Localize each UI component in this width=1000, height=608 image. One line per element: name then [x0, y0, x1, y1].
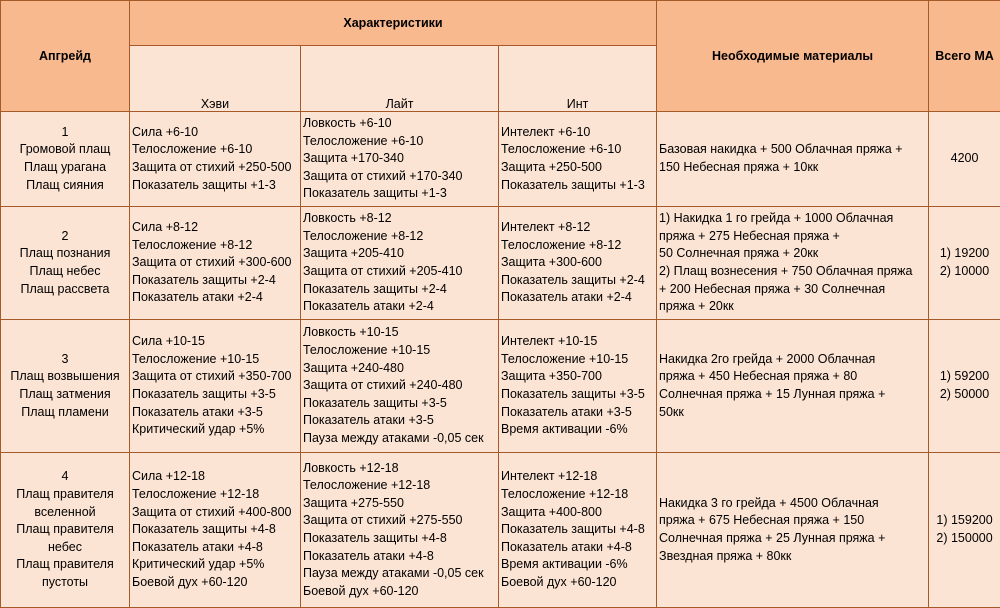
stat-line: Телосложение +6-10: [303, 133, 496, 151]
material-line: + 200 Небесная пряжа + 30 Солнечная: [659, 281, 926, 299]
heavy-stats-cell: [130, 207, 301, 320]
material-line: 1) Накидка 1 го грейда + 1000 Облачная: [659, 210, 926, 228]
light-stats-cell: [301, 320, 499, 453]
item-name: Плащ возвышения: [3, 368, 127, 386]
material-line: 50кк: [659, 404, 926, 422]
stat-line: Защита +170-340: [303, 150, 496, 168]
stat-line: Время активации -6%: [501, 556, 654, 574]
stat-line: Показатель защиты +1-3: [303, 185, 496, 203]
stat-line: Защита от стихий +240-480: [303, 377, 496, 395]
materials-cell: [657, 207, 929, 320]
materials-cell: [657, 320, 929, 453]
header-upgrade: Апгрейд: [1, 1, 130, 112]
item-name: Плащ правителя: [3, 486, 127, 504]
stat-line: Показатель атаки +4-8: [132, 539, 298, 557]
stat-line: Ловкость +10-15: [303, 324, 496, 342]
item-name: вселенной: [3, 504, 127, 522]
material-line: пряжа + 20кк: [659, 298, 926, 316]
stat-line: Сила +8-12: [132, 219, 298, 237]
stat-line: Защита +275-550: [303, 495, 496, 513]
total-value: 2) 150000: [931, 530, 998, 548]
material-line: 2) Плащ вознесения + 750 Облачная пряжа: [659, 263, 926, 281]
stat-line: Показатель атаки +2-4: [303, 298, 496, 316]
int-stats-cell: [499, 112, 657, 207]
item-name: пустоты: [3, 574, 127, 592]
upgrade-cell: [1, 112, 130, 207]
stat-line: Показатель атаки +4-8: [501, 539, 654, 557]
stat-line: Защита от стихий +350-700: [132, 368, 298, 386]
stat-line: Показатель защиты +3-5: [303, 395, 496, 413]
stat-line: Телосложение +6-10: [501, 141, 654, 159]
stat-line: Боевой дух +60-120: [132, 574, 298, 592]
heavy-stats-cell: [130, 453, 301, 608]
stat-line: Телосложение +10-15: [501, 351, 654, 369]
upgrade-number: 2: [3, 228, 127, 246]
stat-line: Интелект +6-10: [501, 124, 654, 142]
material-line: пряжа + 450 Небесная пряжа + 80: [659, 368, 926, 386]
stat-line: Телосложение +12-18: [132, 486, 298, 504]
stat-line: Защита от стихий +275-550: [303, 512, 496, 530]
total-value: 1) 59200: [931, 368, 998, 386]
item-name: Плащ небес: [3, 263, 127, 281]
stat-line: Телосложение +6-10: [132, 141, 298, 159]
item-name: Плащ урагана: [3, 159, 127, 177]
stat-line: Сила +12-18: [132, 468, 298, 486]
material-line: Накидка 3 го грейда + 4500 Облачная: [659, 495, 926, 513]
stat-line: Защита от стихий +300-600: [132, 254, 298, 272]
item-name: Плащ правителя: [3, 556, 127, 574]
material-line: 50 Солнечная пряжа + 20кк: [659, 245, 926, 263]
upgrade-cell: [1, 453, 130, 608]
upgrade-number: 4: [3, 468, 127, 486]
stat-line: Защита +350-700: [501, 368, 654, 386]
light-stats-cell: [301, 453, 499, 608]
heavy-stats-cell: [130, 112, 301, 207]
header-stats: Характеристики: [130, 1, 657, 46]
table-row: [1, 112, 1000, 207]
stat-line: Показатель атаки +3-5: [132, 404, 298, 422]
stat-line: Показатель атаки +2-4: [501, 289, 654, 307]
stat-line: Показатель атаки +2-4: [132, 289, 298, 307]
item-name: Плащ рассвета: [3, 281, 127, 299]
stat-line: Показатель защиты +4-8: [132, 521, 298, 539]
stat-line: Защита +240-480: [303, 360, 496, 378]
stat-line: Телосложение +10-15: [132, 351, 298, 369]
total-value: 1) 19200: [931, 245, 998, 263]
stat-line: Пауза между атаками -0,05 сек: [303, 430, 496, 448]
header-light: Лайт: [301, 46, 499, 112]
upgrade-cell: [1, 320, 130, 453]
stat-line: Показатель атаки +3-5: [501, 404, 654, 422]
item-name: Плащ познания: [3, 245, 127, 263]
material-line: пряжа + 675 Небесная пряжа + 150: [659, 512, 926, 530]
stat-line: Интелект +12-18: [501, 468, 654, 486]
stat-line: Телосложение +8-12: [132, 237, 298, 255]
stat-line: Сила +10-15: [132, 333, 298, 351]
table-row: [1, 320, 1000, 453]
total-value: 2) 10000: [931, 263, 998, 281]
material-line: 150 Небесная пряжа + 10кк: [659, 159, 926, 177]
header-total: Всего МА: [929, 1, 1000, 112]
table-row: [1, 453, 1000, 608]
item-name: Плащ правителя: [3, 521, 127, 539]
total-value: 2) 50000: [931, 386, 998, 404]
stat-line: Показатель защиты +3-5: [132, 386, 298, 404]
stat-line: Показатель защиты +4-8: [303, 530, 496, 548]
total-cell: [929, 453, 1000, 608]
stat-line: Телосложение +12-18: [501, 486, 654, 504]
stat-line: Показатель защиты +2-4: [303, 281, 496, 299]
stat-line: Показатель защиты +4-8: [501, 521, 654, 539]
int-stats-cell: [499, 320, 657, 453]
stat-line: Время активации -6%: [501, 421, 654, 439]
stat-line: Боевой дух +60-120: [303, 583, 496, 601]
stat-line: Показатель защиты +2-4: [501, 272, 654, 290]
item-name: Плащ пламени: [3, 404, 127, 422]
stat-line: Защита +300-600: [501, 254, 654, 272]
material-line: Солнечная пряжа + 25 Лунная пряжа +: [659, 530, 926, 548]
stat-line: Ловкость +6-10: [303, 115, 496, 133]
stat-line: Пауза между атаками -0,05 сек: [303, 565, 496, 583]
stat-line: Интелект +10-15: [501, 333, 654, 351]
total-cell: [929, 207, 1000, 320]
header-int: Инт: [499, 46, 657, 112]
stat-line: Боевой дух +60-120: [501, 574, 654, 592]
material-line: пряжа + 275 Небесная пряжа +: [659, 228, 926, 246]
heavy-stats-cell: [130, 320, 301, 453]
table-row: [1, 207, 1000, 320]
stat-line: Показатель защиты +1-3: [501, 177, 654, 195]
header-heavy: Хэви: [130, 46, 301, 112]
stat-line: Защита +250-500: [501, 159, 654, 177]
stat-line: Защита от стихий +205-410: [303, 263, 496, 281]
upgrade-cell: [1, 207, 130, 320]
material-line: Базовая накидка + 500 Облачная пряжа +: [659, 141, 926, 159]
total-value: 1) 159200: [931, 512, 998, 530]
upgrade-number: 1: [3, 124, 127, 142]
stat-line: Защита от стихий +170-340: [303, 168, 496, 186]
materials-cell: [657, 112, 929, 207]
item-name: Плащ сияния: [3, 177, 127, 195]
stat-line: Защита +400-800: [501, 504, 654, 522]
stat-line: Ловкость +8-12: [303, 210, 496, 228]
stat-line: Показатель атаки +3-5: [303, 412, 496, 430]
stat-line: Телосложение +8-12: [303, 228, 496, 246]
int-stats-cell: [499, 453, 657, 608]
stat-line: Показатель защиты +2-4: [132, 272, 298, 290]
stat-line: Ловкость +12-18: [303, 460, 496, 478]
int-stats-cell: [499, 207, 657, 320]
item-name: небес: [3, 539, 127, 557]
material-line: Звездная пряжа + 80кк: [659, 548, 926, 566]
material-line: Солнечная пряжа + 15 Лунная пряжа +: [659, 386, 926, 404]
total-value: 4200: [931, 150, 998, 168]
light-stats-cell: [301, 112, 499, 207]
material-line: Накидка 2го грейда + 2000 Облачная: [659, 351, 926, 369]
stat-line: Показатель защиты +3-5: [501, 386, 654, 404]
stat-line: Телосложение +10-15: [303, 342, 496, 360]
stat-line: Показатель атаки +4-8: [303, 548, 496, 566]
stat-line: Показатель защиты +1-3: [132, 177, 298, 195]
stat-line: Защита от стихий +400-800: [132, 504, 298, 522]
header-materials: Необходимые материалы: [657, 1, 929, 112]
total-cell: [929, 112, 1000, 207]
stat-line: Телосложение +12-18: [303, 477, 496, 495]
stat-line: Сила +6-10: [132, 124, 298, 142]
stat-line: Критический удар +5%: [132, 421, 298, 439]
total-cell: [929, 320, 1000, 453]
materials-cell: [657, 453, 929, 608]
item-name: Громовой плащ: [3, 141, 127, 159]
stat-line: Защита от стихий +250-500: [132, 159, 298, 177]
stat-line: Защита +205-410: [303, 245, 496, 263]
stat-line: Интелект +8-12: [501, 219, 654, 237]
item-name: Плащ затмения: [3, 386, 127, 404]
upgrade-number: 3: [3, 351, 127, 369]
light-stats-cell: [301, 207, 499, 320]
stat-line: Телосложение +8-12: [501, 237, 654, 255]
stat-line: Критический удар +5%: [132, 556, 298, 574]
